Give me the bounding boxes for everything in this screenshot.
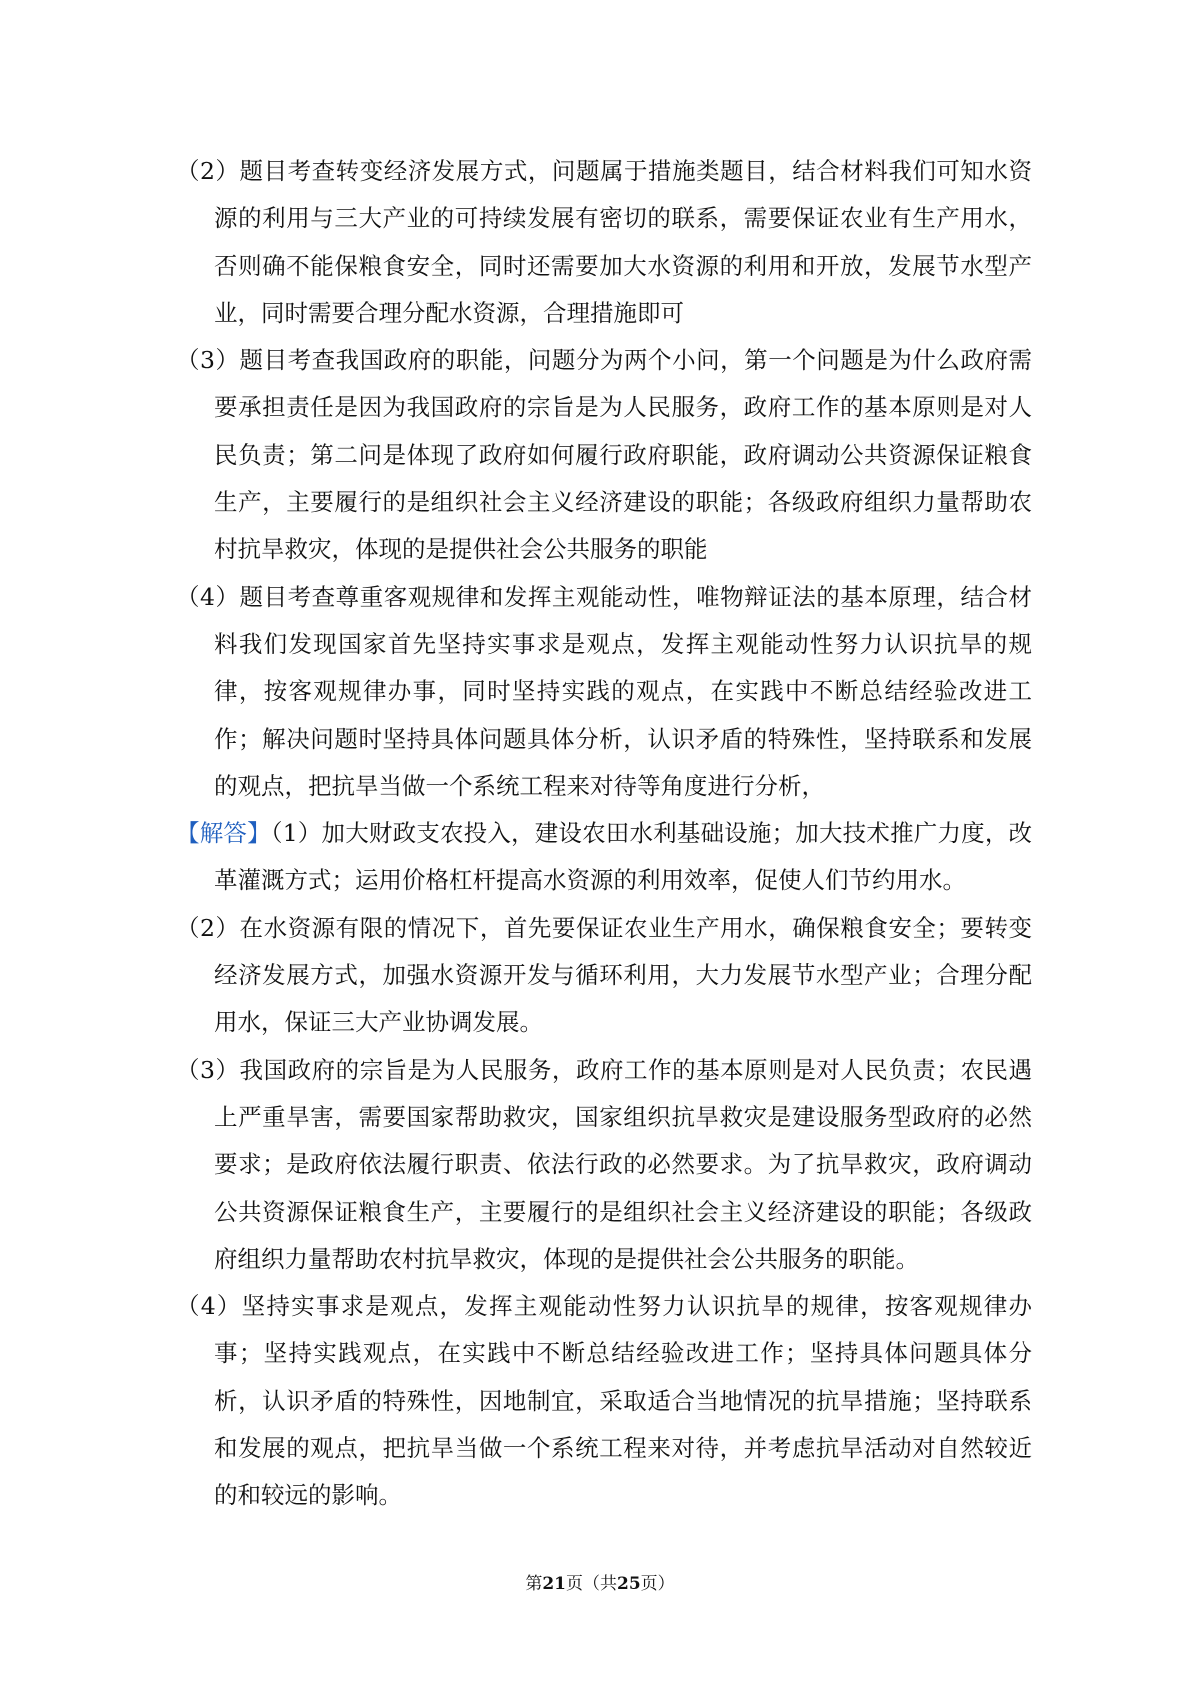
answer-paragraph-2: （2）在水资源有限的情况下，首先要保证农业生产用水，确保粮食安全；要转变经济发展方式，加强水资源开发与循环利用，大力发展节水型产业；合理分配用水，保证三大产业协调发展。 bbox=[176, 913, 1032, 1037]
answer-tag: 【解答】 bbox=[176, 819, 271, 848]
answer-paragraph-3: （3）我国政府的宗旨是为人民服务，政府工作的基本原则是对人民负责；农民遇上严重旱害，需要国家帮助救灾，国家组织抗旱救灾是建设服务型政府的必然要求；是政府依法履行职责、依法行政的必然要求。为了抗旱救灾，政府调动公共资源保证粮食生产，主要履行的是组织社会主义经济建设的职能；各级政府组织力量帮助农村抗旱救灾，体现的是提供社会公共服务的职能。 bbox=[176, 1055, 1032, 1273]
footer-mid: 页（共 bbox=[566, 1574, 617, 1594]
analysis-paragraph-2: （2）题目考查转变经济发展方式，问题属于措施类题目，结合材料我们可知水资源的利用与三大产业的可持续发展有密切的联系，需要保证农业有生产用水，否则确不能保粮食安全，同时还需要加大水资源的利用和开放，发展节水型产业，同时需要合理分配水资源，合理措施即可 bbox=[176, 157, 1032, 327]
footer-total-pages: 25 bbox=[617, 1574, 641, 1594]
footer-prefix: 第 bbox=[525, 1574, 543, 1594]
answer-paragraph-4: （4）坚持实事求是观点，发挥主观能动性努力认识抗旱的规律，按客观规律办事；坚持实践观点，在实践中不断总结经验改进工作；坚持具体问题具体分析，认识矛盾的特殊性，因地制宜，采取适合当地情况的抗旱措施；坚持联系和发展的观点，把抗旱当做一个系统工程来对待，并考虑抗旱活动对自然较近的和较远的影响。 bbox=[176, 1292, 1032, 1510]
document-body bbox=[176, 148, 1032, 1520]
footer-suffix: 页） bbox=[640, 1574, 675, 1594]
answer-text-1: （1）加大财政支农投入，建设农田水利基础设施；加大技术推广力度，改革灌溉方式；运用价格杠杆提高水资源的利用效率，促使人们节约用水。 bbox=[214, 819, 1033, 895]
analysis-paragraph-4: （4）题目考查尊重客观规律和发挥主观能动性，唯物辩证法的基本原理，结合材料我们发现国家首先坚持实事求是观点，发挥主观能动性努力认识抗旱的规律，按客观规律办事，同时坚持实践的观点，在实践中不断总结经验改进工作；解决问题时坚持具体问题具体分析，认识矛盾的特殊性，坚持联系和发展的观点，把抗旱当做一个系统工程来对待等角度进行分析， bbox=[176, 582, 1032, 800]
footer-page-number: 21 bbox=[542, 1574, 566, 1594]
page-footer bbox=[0, 1572, 1200, 1596]
analysis-paragraph-3: （3）题目考查我国政府的职能，问题分为两个小问，第一个问题是为什么政府需要承担责任是因为我国政府的宗旨是为人民服务，政府工作的基本原则是对人民负责；第二问是体现了政府如何履行政府职能，政府调动公共资源保证粮食生产，主要履行的是组织社会主义经济建设的职能；各级政府组织力量帮助农村抗旱救灾，体现的是提供社会公共服务的职能 bbox=[176, 346, 1032, 564]
answer-paragraph-1 bbox=[176, 810, 1032, 905]
